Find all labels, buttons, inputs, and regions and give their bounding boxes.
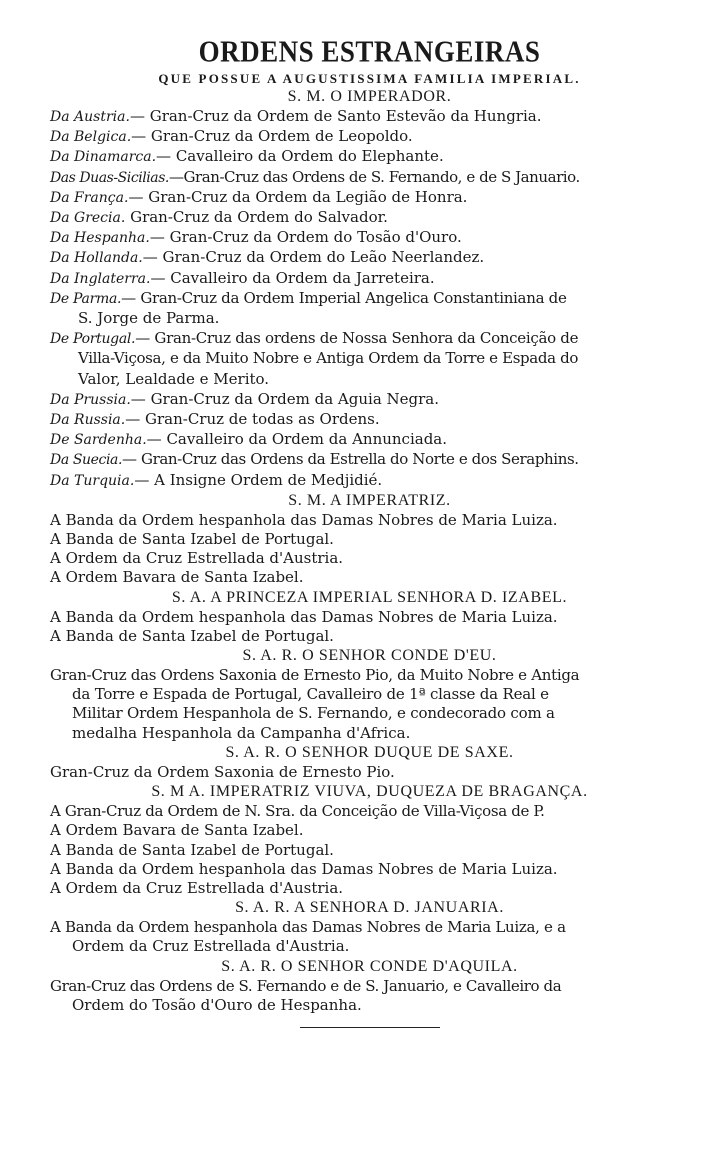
order-line bbox=[50, 248, 689, 268]
text-line: A Banda de Santa Izabel de Portugal. bbox=[50, 626, 334, 645]
order-line bbox=[50, 370, 689, 390]
order-line bbox=[50, 309, 689, 329]
section-heading-empress: S. M. A IMPERATRIZ. bbox=[288, 491, 451, 509]
order-line bbox=[50, 168, 689, 188]
order-text: — Gran-Cruz da Ordem de Leopoldo. bbox=[131, 127, 413, 146]
order-text: — A Insigne Ordem de Medjidié. bbox=[134, 470, 383, 489]
order-line bbox=[50, 269, 689, 289]
order-line bbox=[50, 188, 689, 208]
text-line: Militar Ordem Hespanhola de S. Fernando, e condecorado com a bbox=[72, 704, 555, 723]
section-heading-princess: S. A. A PRINCEZA IMPERIAL SENHORA D. IZABEL. bbox=[171, 588, 568, 606]
order-country: De Portugal. bbox=[50, 331, 136, 348]
order-text: — Cavalleiro da Ordem do Elephante. bbox=[156, 147, 444, 166]
order-line bbox=[50, 289, 689, 309]
page-subtitle: QUE POSSUE A AUGUSTISSIMA FAMILIA IMPERIAL. bbox=[158, 71, 581, 86]
order-text: — Cavalleiro da Ordem da Jarreteira. bbox=[150, 268, 435, 287]
text-line: A Banda da Ordem hespanhola das Damas Nobres de Maria Luiza. bbox=[50, 607, 558, 626]
text-line: A Ordem Bavara de Santa Izabel. bbox=[50, 568, 304, 587]
section-heading-duque-saxe: S. A. R. O SENHOR DUQUE DE SAXE. bbox=[225, 743, 514, 761]
order-country: De Sardenha. bbox=[50, 432, 147, 449]
order-text: — Gran-Cruz das Ordens da Estrella do Norte e dos Seraphins. bbox=[122, 450, 579, 469]
order-text: — Gran-Cruz das ordens de Nossa Senhora da Conceição de bbox=[135, 329, 579, 348]
page-title: ORDENS ESTRANGEIRAS bbox=[198, 34, 541, 69]
order-country: Da Grecia. bbox=[50, 210, 126, 227]
order-line bbox=[50, 410, 689, 430]
text-line: A Banda de Santa Izabel de Portugal. bbox=[50, 840, 334, 859]
text-line: Gran-Cruz das Ordens Saxonia de Ernesto Pio, da Muito Nobre e Antiga bbox=[50, 666, 580, 685]
section-heading-emperor: S. M. O IMPERADOR. bbox=[287, 88, 452, 105]
order-text: — Gran-Cruz da Ordem de Santo Estevão da Hungria. bbox=[129, 107, 542, 125]
order-line bbox=[50, 390, 689, 410]
order-text: — Gran-Cruz da Ordem da Aguia Negra. bbox=[130, 389, 440, 408]
text-line: medalha Hespanhola da Campanha d'Africa. bbox=[72, 723, 411, 742]
closing-rule bbox=[300, 1027, 440, 1028]
order-line bbox=[50, 471, 689, 491]
order-country: Da Russia. bbox=[50, 412, 126, 429]
text-line: A Ordem da Cruz Estrellada d'Austria. bbox=[50, 549, 344, 568]
text-line: da Torre e Espada de Portugal, Cavalleiro de 1ª classe da Real e bbox=[72, 685, 549, 704]
order-country: Da França. bbox=[50, 189, 129, 206]
section-heading-duqueza-braganca: S. M A. IMPERATRIZ VIUVA, DUQUEZA DE BRAGANÇA. bbox=[151, 783, 588, 801]
order-country: Da Austria. bbox=[50, 109, 130, 125]
order-country: Da Suecia. bbox=[50, 452, 123, 469]
order-text: —Gran-Cruz das Ordens de S. Fernando, e de S Januario. bbox=[168, 167, 580, 186]
order-text: — Gran-Cruz da Ordem do Leão Neerlandez. bbox=[142, 248, 485, 267]
text-line: A Banda da Ordem hespanhola das Damas Nobres de Maria Luiza. bbox=[50, 859, 558, 878]
order-text: — Gran-Cruz da Ordem do Tosão d'Ouro. bbox=[149, 228, 462, 247]
order-country: Da Hespanha. bbox=[50, 230, 150, 247]
order-line bbox=[50, 349, 689, 369]
text-line: Ordem do Tosão d'Ouro de Hespanha. bbox=[72, 995, 362, 1014]
order-line bbox=[50, 107, 689, 127]
text-line: A Gran-Cruz da Ordem de N. Sra. da Conceição de Villa-Viçosa de P. bbox=[50, 802, 545, 821]
order-text: Gran-Cruz da Ordem do Salvador. bbox=[125, 208, 388, 227]
order-country: Da Hollanda. bbox=[50, 250, 143, 267]
order-text: — Gran-Cruz da Ordem da Legião de Honra. bbox=[128, 187, 468, 206]
text-line: A Banda da Ordem hespanhola das Damas Nobres de Maria Luiza. bbox=[50, 510, 558, 529]
order-text: — Gran-Cruz da Ordem Imperial Angelica Constantiniana de bbox=[121, 288, 567, 307]
text-line: Gran-Cruz da Ordem Saxonia de Ernesto Pio. bbox=[50, 762, 395, 781]
text-line: A Banda da Ordem hespanhola das Damas Nobres de Maria Luiza, e a bbox=[50, 918, 566, 937]
order-line bbox=[50, 147, 689, 167]
order-text: Villa-Viçosa, e da Muito Nobre e Antiga Ordem da Torre e Espada do bbox=[78, 349, 579, 368]
order-country: Da Inglaterra. bbox=[50, 270, 151, 287]
text-line: A Ordem da Cruz Estrellada d'Austria. bbox=[50, 878, 344, 897]
text-line: A Banda de Santa Izabel de Portugal. bbox=[50, 530, 334, 549]
order-line bbox=[50, 228, 689, 248]
text-line: Gran-Cruz das Ordens de S. Fernando e de S. Januario, e Cavalleiro da bbox=[50, 976, 562, 995]
order-country: Da Turquia. bbox=[50, 472, 135, 489]
order-line bbox=[50, 450, 689, 470]
section-heading-conde-aquila: S. A. R. O SENHOR CONDE D'AQUILA. bbox=[221, 957, 518, 975]
text-line: A Ordem Bavara de Santa Izabel. bbox=[50, 821, 304, 840]
order-line bbox=[50, 208, 689, 228]
order-country: Da Prussia. bbox=[50, 391, 131, 408]
order-text: S. Jorge de Parma. bbox=[78, 309, 220, 328]
order-line bbox=[50, 329, 689, 349]
emperor-orders bbox=[50, 107, 689, 491]
section-heading-conde-deu: S. A. R. O SENHOR CONDE D'EU. bbox=[242, 647, 497, 665]
order-country: Da Belgica. bbox=[50, 129, 132, 146]
order-country: Da Dinamarca. bbox=[50, 149, 157, 166]
order-country: De Parma. bbox=[50, 290, 122, 307]
order-text: — Cavalleiro da Ordem da Annunciada. bbox=[146, 430, 448, 449]
order-text: Valor, Lealdade e Merito. bbox=[78, 369, 270, 388]
text-line: Ordem da Cruz Estrellada d'Austria. bbox=[72, 937, 350, 956]
section-heading-januaria: S. A. R. A SENHORA D. JANUARIA. bbox=[235, 899, 504, 917]
order-line bbox=[50, 127, 689, 147]
order-line bbox=[50, 430, 689, 450]
order-country: Das Duas-Sicilias. bbox=[50, 169, 169, 186]
order-text: — Gran-Cruz de todas as Ordens. bbox=[125, 410, 380, 429]
